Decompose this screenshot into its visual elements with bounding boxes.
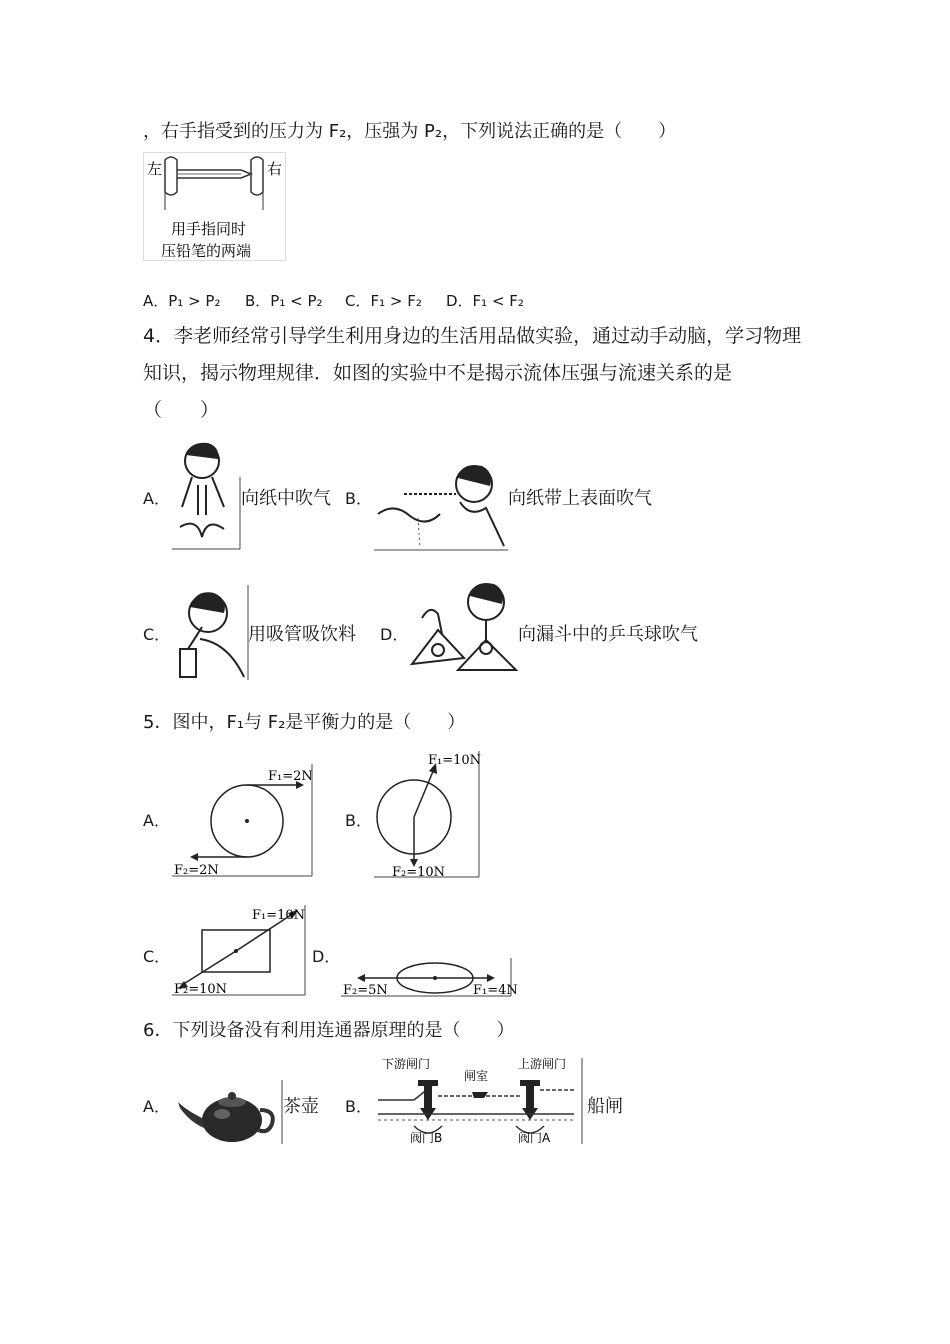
label-f2: F₂=2N [174,863,219,878]
arrow-f2-icon [357,974,365,982]
left-finger-icon [165,157,177,195]
pic-left-label: 左 [147,160,163,178]
straw-icon [188,627,202,649]
pic-right-label: 右 [267,160,283,178]
q6-stem: 6．下列设备没有利用连通器原理的是（ ） [143,1020,515,1041]
force-fig-b [374,751,481,879]
lock-chamber-label: 闸室 [464,1069,489,1083]
q5-option-c-letter[interactable]: C． [143,947,171,966]
q4-option-b-letter[interactable]: B． [345,489,372,508]
label-f1: F₁=2N [268,769,313,784]
teapot-figure [172,1080,284,1145]
funnel-right-icon [458,640,516,670]
q6-option-b-caption: 船闸 [587,1096,623,1117]
blow-strip-figure [374,458,508,551]
q4-option-d-letter[interactable]: D． [380,625,409,644]
lock-up-gate-label: 上游闸门 [518,1057,567,1071]
q4-option-a-letter[interactable]: A． [143,489,170,508]
pencil-icon [241,170,251,178]
boat-icon [472,1092,488,1098]
right-finger-icon [251,157,263,195]
q4-option-c-caption: 用吸管吸饮料 [248,624,356,645]
label-f2: F₂=5N [343,983,388,998]
q5-option-a-letter[interactable]: A． [143,811,170,830]
q5-stem: 5．图中，F₁与 F₂是平衡力的是（ ） [143,712,466,733]
q4-option-b-caption: 向纸带上表面吹气 [508,488,652,509]
force-fig-a [172,764,314,877]
q5-option-b-letter[interactable]: B． [345,811,372,830]
funnel-ball-figure [408,578,518,676]
label-f2: F₂=10N [174,982,228,997]
label-f1: F₁=4N [473,983,518,998]
lock-valve-a-label: 阀门A [518,1131,551,1145]
q4-option-d-caption: 向漏斗中的乒乓球吹气 [518,624,698,645]
lock-down-gate-label: 下游闸门 [382,1057,431,1071]
q6-option-b-letter[interactable]: B． [345,1097,372,1116]
label-f1: F₁=10N [252,908,306,923]
q4-stem-line3: （ ） [143,399,220,421]
q3-option-a[interactable]: A．P₁ > P₂ [143,292,221,310]
q3-option-b[interactable]: B．P₁ < P₂ [245,292,323,310]
arrow-f2-icon [190,853,198,861]
q3-stem-continuation: ，右手指受到的压力为 F₂，压强为 P₂，下列说法正确的是（ ） [143,121,677,142]
q6-option-a-caption: 茶壶 [283,1096,319,1117]
q4-option-c-letter[interactable]: C． [143,625,171,644]
arrow-f1-icon [487,974,495,982]
lock-valve-b-label: 阀门B [410,1131,443,1145]
q5-option-d-letter[interactable]: D． [312,947,341,966]
q6-option-a-letter[interactable]: A． [143,1097,170,1116]
force-fig-c [172,905,307,997]
label-f2: F₂=10N [392,865,446,880]
blow-paper-figure [172,437,242,550]
q3-option-c[interactable]: C．F₁ > F₂ [345,292,422,310]
pic-caption-1: 用手指同时 [171,220,247,238]
cup-icon [180,649,196,677]
q4-option-a-caption: 向纸中吹气 [241,488,331,509]
funnel-left-icon [412,630,464,664]
q4-stem-line2: 知识，揭示物理规律．如图的实验中不是揭示流体压强与流速关系的是 [143,362,733,384]
q3-pencil-figure [143,152,286,262]
q3-option-d[interactable]: D．F₁ < F₂ [446,292,524,310]
force-fig-d [341,958,518,998]
ship-lock-figure [374,1054,584,1146]
pic-caption-2: 压铅笔的两端 [161,242,252,260]
label-f1: F₁=10N [428,753,482,768]
q4-stem-line1: 4．李老师经常引导学生利用身边的生活用品做实验，通过动手动脑，学习物理 [143,325,802,347]
drink-straw-figure [172,585,250,681]
